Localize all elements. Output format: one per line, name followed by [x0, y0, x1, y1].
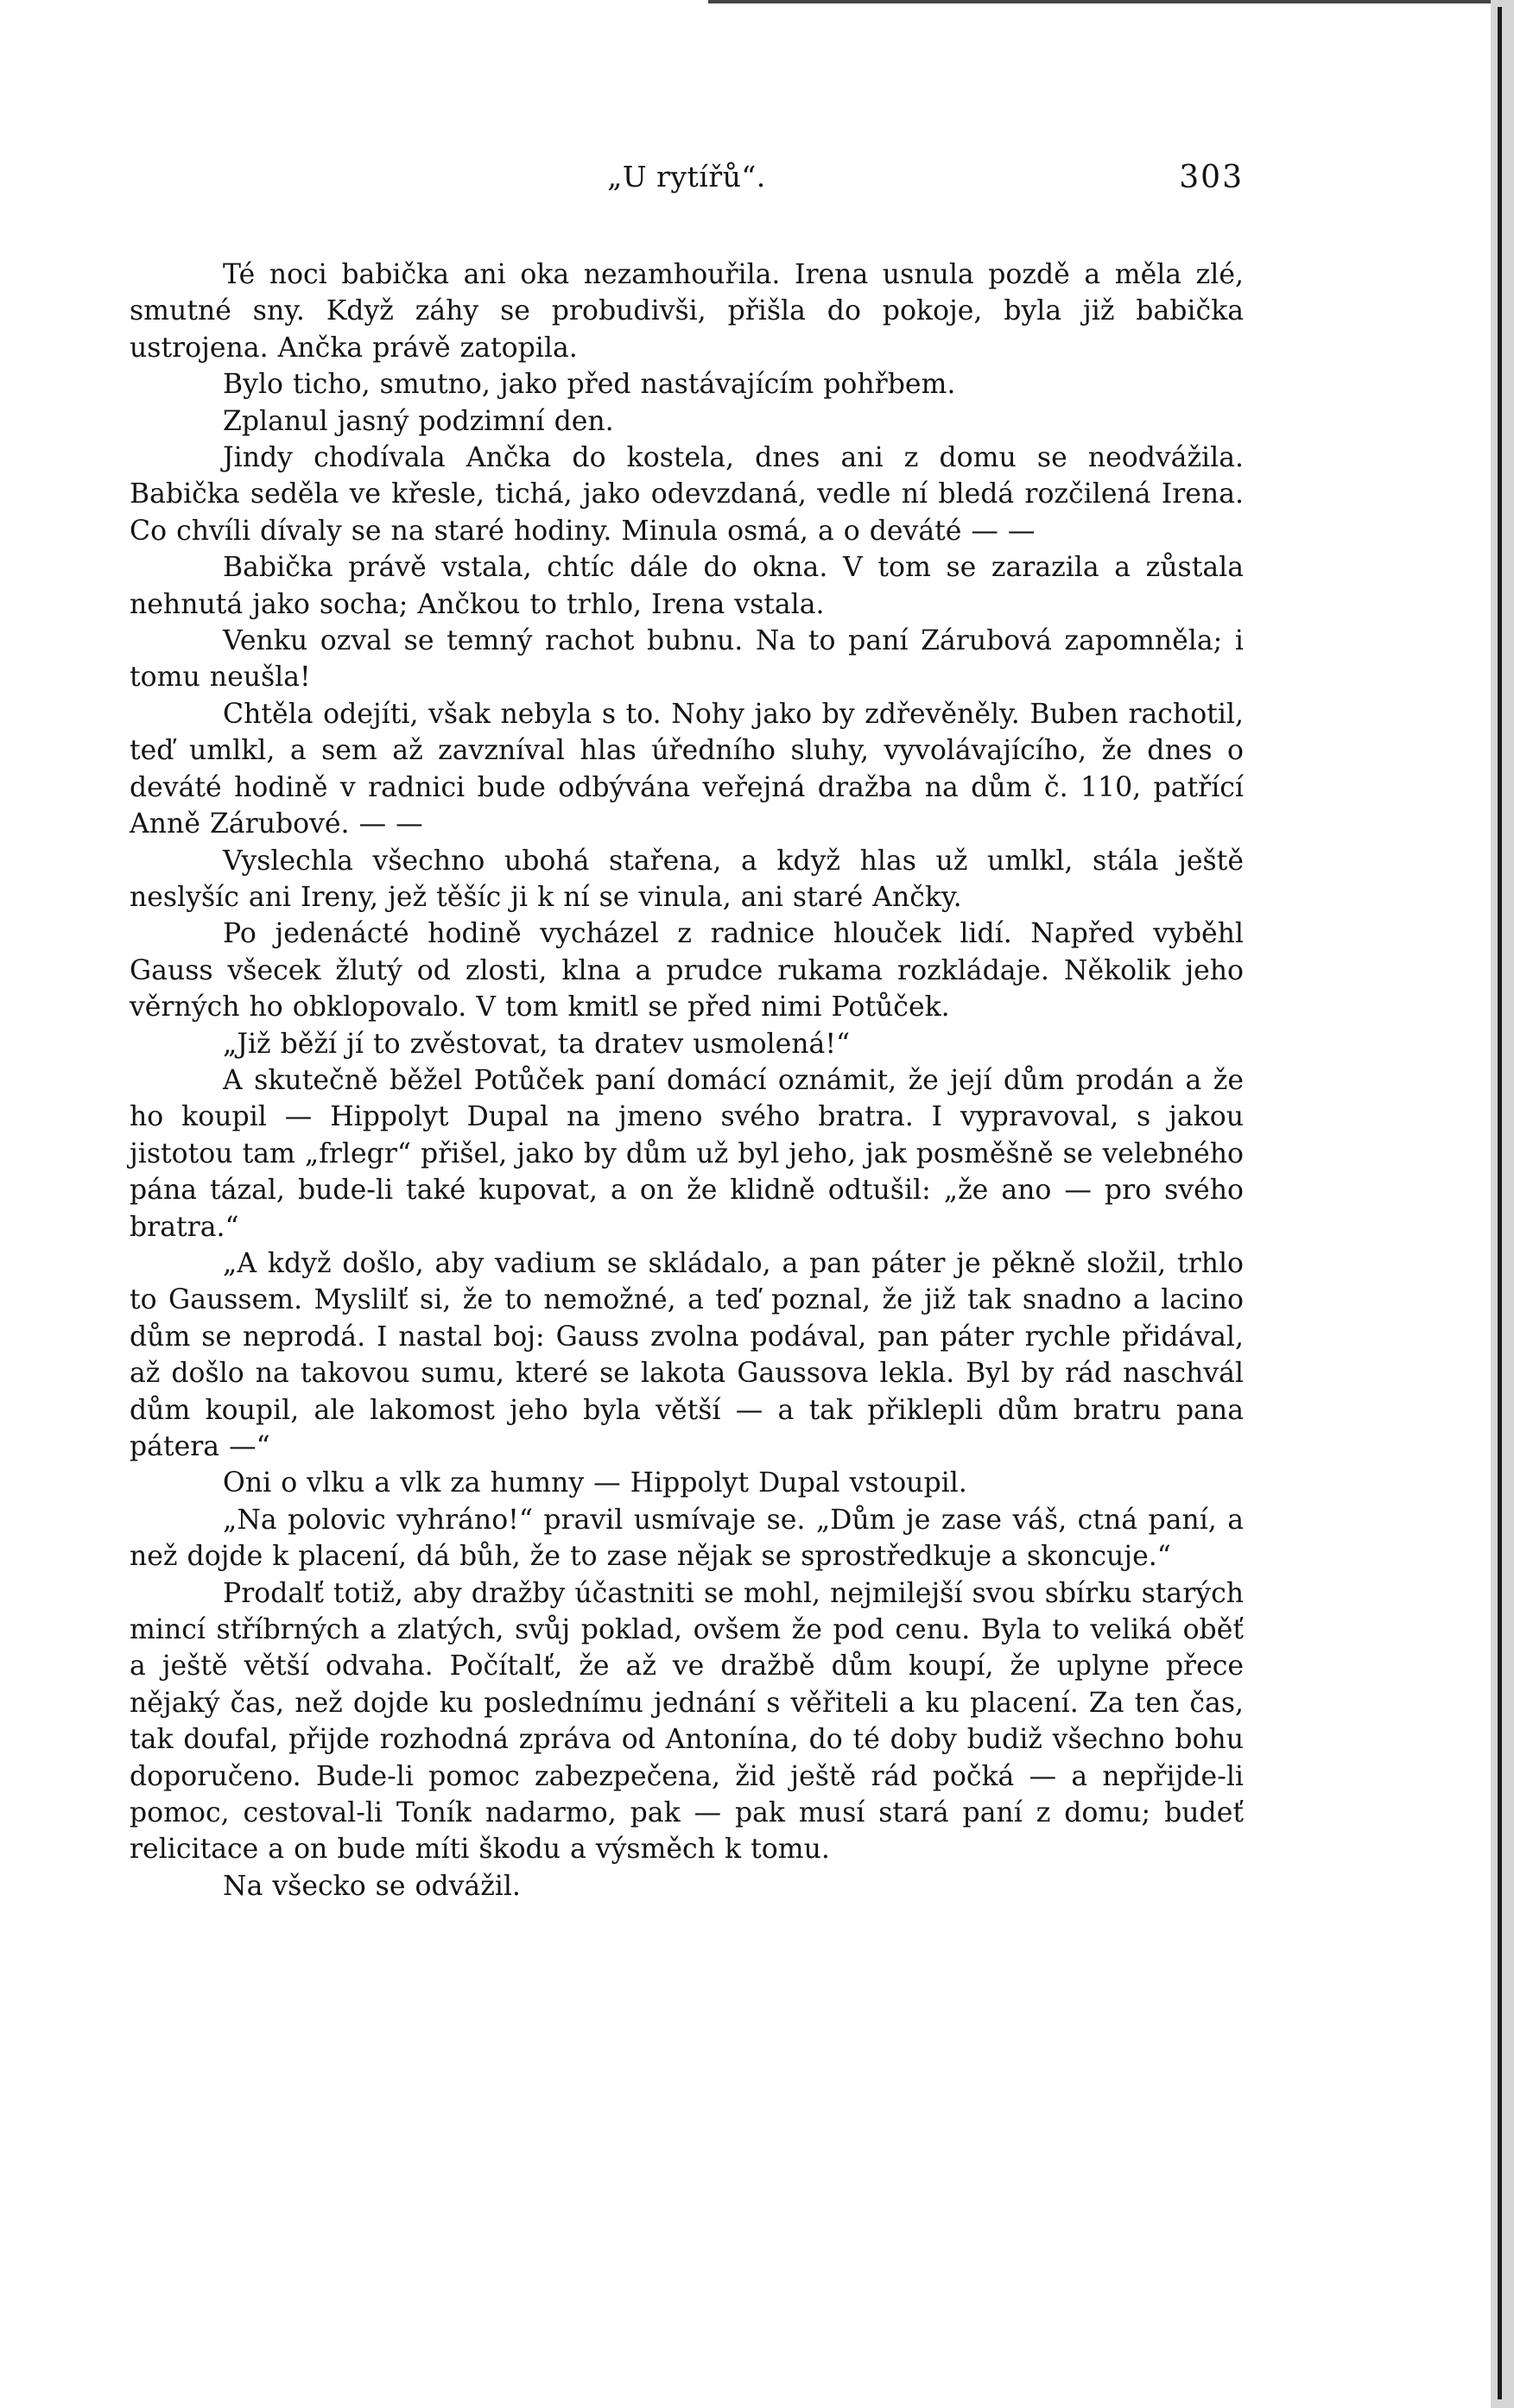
paragraph: A skutečně běžel Potůček paní domácí oznámit, že její dům prodán a že ho koupil — Hippolyt Dupal na jmeno svého bratra. I vypravoval, s jakou jistotou tam „frlegr“ přišel, jako by dům už byl jeho, jak posměšně se velebného pána tázal, bude-li také kupovat, a on že klidně odtušil: „že ano — pro svého bratra.“ — [130, 1064, 1244, 1243]
paragraph: Po jedenácté hodině vycházel z radnice hlouček lidí. Napřed vyběhl Gauss všecek žlutý od zlosti, klna a prudce rukama rozkládaje. Několik jeho věrných ho obklopovalo. V tom kmitl se před nimi Potůček. — [130, 918, 1244, 1023]
paragraph: Chtěla odejíti, však nebyla s to. Nohy jako by zdřevěněly. Buben rachotil, teď umlkl, a sem až zavzníval hlas úředního sluhy, vyvolávajícího, že dnes o deváté hodině v radnici bude odbývána veřejná dražba na dům č. 110, patřící Anně Zárubové. — — — [130, 698, 1244, 840]
paragraph: Babička právě vstala, chtíc dále do okna. V tom se zarazila a zůstala nehnutá jako socha; Ančkou to trhlo, Irena vstala. — [130, 552, 1244, 620]
paragraph: Bylo ticho, smutno, jako před nastávajícím pohřbem. — [223, 369, 956, 401]
paragraph: Té noci babička ani oka nezamhouřila. Irena usnula pozdě a měla zlé, smutné sny. Když záhy se probudivši, přišla do pokoje, byla již babička ustrojena. Ančka právě zatopila. — [130, 259, 1244, 364]
paragraph: Vyslechla všechno ubohá stařena, a když hlas už umlkl, stála ještě neslyšíc ani Ireny, jež těšíc ji k ní se vinula, ani staré Ančky. — [130, 845, 1244, 913]
paragraph: „Již běží jí to zvěstovat, ta dratev usmolená!“ — [223, 1028, 851, 1060]
scan-edge-line — [1498, 7, 1502, 2399]
paragraph: Prodalť totiž, aby dražby účastniti se mohl, nejmilejší svou sbírku starých mincí stříbrných a zlatých, svůj poklad, ovšem že pod cenu. Byla to veliká oběť a ještě větší odvaha. Počítalť, že až ve dražbě dům koupí, že uplyne přece nějaký čas, než dojde ku poslednímu jednání s věřiteli a ku placení. Za ten čas, tak doufal, přijde rozhodná zpráva od Antonína, do té doby budiž všechno bohu doporučeno. Bude-li pomoc zabezpečena, žid ještě rád počká — a nepřijde-li pomoc, cestoval-li Toník nadarmo, pak — pak musí stará paní z domu; budeť relicitace a on bude míti škodu a výsměch k tomu. — [130, 1577, 1244, 1866]
body-text — [130, 257, 1244, 1904]
paragraph: Na všecko se odvážil. — [223, 1870, 521, 1902]
paragraph: Venku ozval se temný rachot bubnu. Na to paní Zárubová zapomněla; i tomu neušla! — [130, 625, 1244, 694]
paragraph: „Na polovic vyhráno!“ pravil usmívaje se. „Dům je zase váš, ctná paní, a než dojde k placení, dá bůh, že to zase nějak se sprostředkuje a skoncuje.“ — [130, 1504, 1244, 1573]
paragraph: Jindy chodívala Ančka do kostela, dnes ani z domu se neodvážila. Babička seděla ve křesle, tichá, jako odevzdaná, vedle ní bledá rozčilená Irena. Co chvíli dívaly se na staré hodiny. Minula osmá, a o deváté — — — [130, 442, 1244, 547]
running-title: „U rytířů“. — [607, 160, 766, 193]
paragraph: Oni o vlku a vlk za humny — Hippolyt Dupal vstoupil. — [223, 1467, 967, 1499]
page-header — [130, 160, 1244, 212]
book-page — [130, 160, 1244, 1904]
paragraph: „A když došlo, aby vadium se skládalo, a pan páter je pěkně složil, trhlo to Gaussem. Myslilť si, že to nemožné, a teď poznal, že již tak snadno a lacino dům se neprodá. I nastal boj: Gauss zvolna podával, pan páter rychle přidával, až došlo na takovou sumu, které se lakota Gaussova lekla. Byl by rád naschvál dům koupil, ale lakomost jeho byla větší — a tak přiklepli dům bratru pana pátera —“ — [130, 1247, 1244, 1462]
paragraph: Zplanul jasný podzimní den. — [223, 405, 614, 437]
scan-border-right — [1491, 0, 1514, 2408]
scan-border-top — [708, 0, 1503, 3]
page-number: 303 — [1179, 160, 1244, 195]
